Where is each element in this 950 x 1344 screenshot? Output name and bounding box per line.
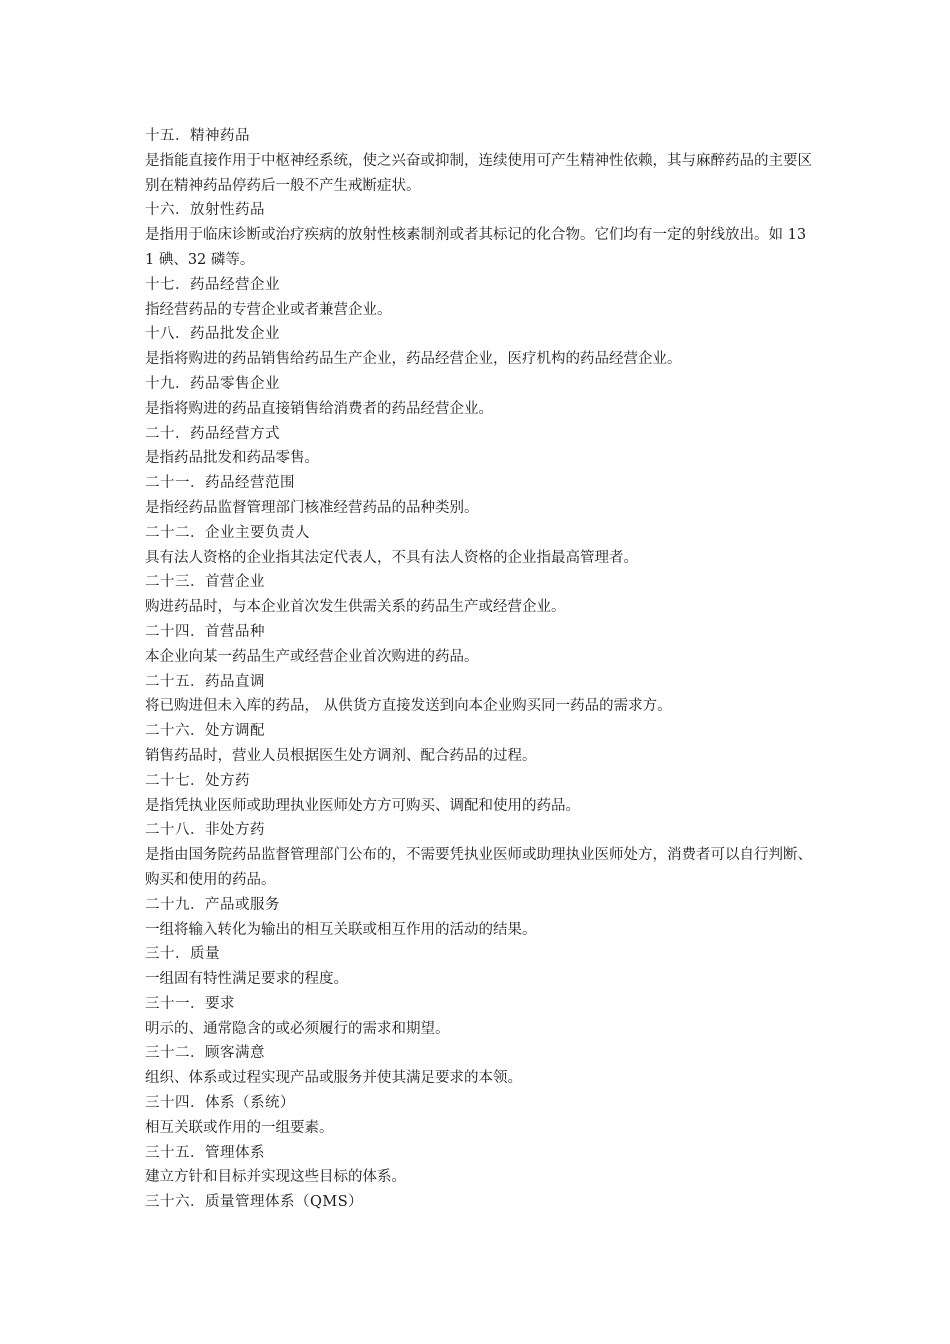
term-heading: 三十五．管理体系: [145, 1144, 265, 1161]
term-heading: 二十五．药品直调: [145, 673, 265, 690]
term-heading: 三十一．要求: [145, 995, 235, 1012]
term-heading: 三十六．质量管理体系（QMS）: [145, 1194, 364, 1211]
term-definition: 将已购进但未入库的药品， 从供货方直接发送到向本企业购买同一药品的需求方。: [145, 698, 672, 715]
term-definition: 一组将输入转化为输出的相互关联或相互作用的活动的结果。: [145, 921, 537, 938]
term-definition: 是指用于临床诊断或治疗疾病的放射性核素制剂或者其标记的化合物。它们均有一定的射线放出。如 131 碘、32 磷等。: [145, 227, 807, 268]
term-definition: 建立方针和目标并实现这些目标的体系。: [145, 1169, 406, 1186]
term-definition: 组织、体系或过程实现产品或服务并使其满足要求的本领。: [145, 1070, 522, 1087]
term-definition: 明示的、通常隐含的或必须履行的需求和期望。: [145, 1020, 450, 1037]
term-heading: 二十．药品经营方式: [145, 425, 280, 442]
term-definition: 具有法人资格的企业指其法定代表人，不具有法人资格的企业指最高管理者。: [145, 549, 638, 566]
term-heading: 二十三．首营企业: [145, 574, 265, 591]
document-page: [145, 124, 815, 1215]
term-definition: 一组固有特性满足要求的程度。: [145, 971, 348, 988]
term-heading: 十五．精神药品: [145, 128, 250, 144]
term-heading: 三十二．顾客满意: [145, 1045, 265, 1062]
term-heading: 二十六．处方调配: [145, 723, 265, 740]
term-definition: 是指将购进的药品直接销售给消费者的药品经营企业。: [145, 400, 493, 417]
term-definition: 是指凭执业医师或助理执业医师处方方可购买、调配和使用的药品。: [145, 797, 580, 814]
term-heading: 三十．质量: [145, 946, 220, 963]
term-definition: 是指由国务院药品监督管理部门公布的，不需要凭执业医师或助理执业医师处方，消费者可以自行判断、购买和使用的药品。: [145, 847, 812, 888]
term-definition: 是指经药品监督管理部门核准经营药品的品种类别。: [145, 499, 479, 516]
term-definition: 是指药品批发和药品零售。: [145, 450, 319, 467]
term-heading: 二十二．企业主要负责人: [145, 524, 310, 541]
term-definition: 是指能直接作用于中枢神经系统，使之兴奋或抑制，连续使用可产生精神性依赖，其与麻醉药品的主要区别在精神药品停药后一般不产生戒断症状。: [145, 152, 812, 194]
term-heading: 二十八．非处方药: [145, 822, 265, 839]
term-heading: 二十七．处方药: [145, 772, 250, 789]
term-heading: 二十一．药品经营范围: [145, 475, 295, 492]
term-definition: 销售药品时，营业人员根据医生处方调剂、配合药品的过程。: [145, 747, 537, 764]
term-heading: 十八．药品批发企业: [145, 326, 280, 343]
term-definition: 相互关联或作用的一组要素。: [145, 1119, 334, 1136]
term-definition: 是指将购进的药品销售给药品生产企业，药品经营企业，医疗机构的药品经营企业。: [145, 351, 682, 368]
term-heading: 十九．药品零售企业: [145, 375, 280, 392]
term-heading: 十七．药品经营企业: [145, 276, 280, 293]
term-heading: 十六．放射性药品: [145, 202, 265, 219]
term-heading: 二十九．产品或服务: [145, 896, 280, 913]
term-heading: 二十四．首营品种: [145, 623, 265, 640]
term-definition: 指经营药品的专营企业或者兼营企业。: [145, 301, 392, 318]
term-heading: 三十四．体系（系统）: [145, 1095, 295, 1112]
term-definition: 本企业向某一药品生产或经营企业首次购进的药品。: [145, 648, 479, 665]
term-definition: 购进药品时，与本企业首次发生供需关系的药品生产或经营企业。: [145, 599, 566, 616]
